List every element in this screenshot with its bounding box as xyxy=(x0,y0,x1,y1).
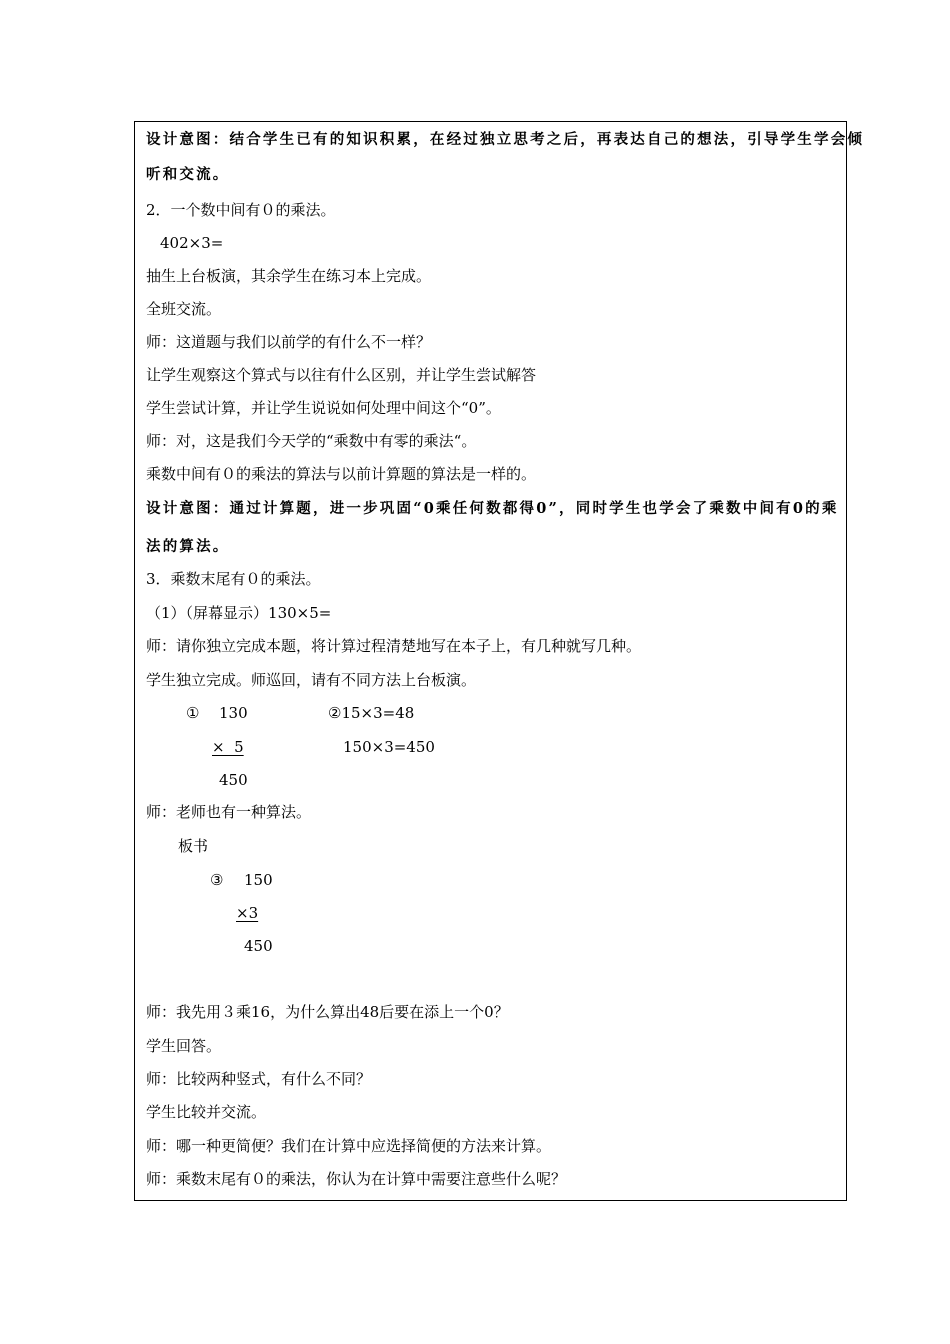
text-line: 师：我先用３乘16，为什么算出48后要在添上一个0？ xyxy=(146,1003,509,1021)
design-intent-line-1: 设计意图：结合学生已有的知识积累，在经过独立思考之后，再表达自己的想法，引导学生学会倾 xyxy=(146,131,865,148)
section-heading-3: 3．乘数末尾有０的乘法。 xyxy=(146,570,321,588)
method-2-line-2: 150×3=450 xyxy=(343,738,435,756)
method-1-multiplier: × 5 xyxy=(212,738,244,756)
method-2-line-1 xyxy=(328,703,414,723)
text-line: 学生回答。 xyxy=(146,1037,222,1055)
method-3-result: 450 xyxy=(244,937,273,955)
method-3-marker: ③ xyxy=(210,871,224,889)
text-line: 学生独立完成。师巡回，请有不同方法上台板演。 xyxy=(146,671,477,689)
method-2-marker: ② xyxy=(328,704,342,722)
equation-130x5: （1）（屏幕显示）130×5= xyxy=(146,604,332,622)
method-2-equation: 15×3=48 xyxy=(341,704,415,722)
text-line: 师：老师也有一种算法。 xyxy=(146,803,312,821)
method-3-multiplier: ×3 xyxy=(236,904,259,922)
method-1-result: 450 xyxy=(219,771,248,789)
method-1-marker: ① xyxy=(186,704,200,722)
method-3-multiplicand: 150 xyxy=(244,871,273,889)
text-line: 学生比较并交流。 xyxy=(146,1103,267,1121)
text-line: 师：哪一种更简便？我们在计算中应选择简便的方法来计算。 xyxy=(146,1137,552,1155)
text-line: 全班交流。 xyxy=(146,300,222,318)
text-line: 乘数中间有０的乘法的算法与以前计算题的算法是一样的。 xyxy=(146,465,537,483)
text-line: 师：比较两种竖式，有什么不同？ xyxy=(146,1070,372,1088)
equation-402x3: 402×3= xyxy=(160,234,224,252)
text-line: 师：乘数末尾有０的乘法，你认为在计算中需要注意些什么呢？ xyxy=(146,1170,567,1188)
method-1-multiplicand: 130 xyxy=(219,704,248,722)
text-line: 让学生观察这个算式与以往有什么区别，并让学生尝试解答 xyxy=(146,366,537,384)
design-intent-line-2: 听和交流。 xyxy=(146,166,230,183)
design-intent-line-1: 设计意图：通过计算题，进一步巩固“0乘任何数都得0”，同时学生也学会了乘数中间有0的乘 xyxy=(146,500,839,517)
section-heading-2: 2．一个数中间有０的乘法。 xyxy=(146,201,336,219)
text-line: 抽生上台板演，其余学生在练习本上完成。 xyxy=(146,267,432,285)
text-line: 师：对，这是我们今天学的“乘数中有零的乘法“。 xyxy=(146,432,477,450)
design-intent-line-2: 法的算法。 xyxy=(146,538,230,555)
text-line: 学生尝试计算，并让学生说说如何处理中间这个“0”。 xyxy=(146,399,501,417)
blackboard-label: 板书 xyxy=(178,837,209,855)
text-line: 师：这道题与我们以前学的有什么不一样？ xyxy=(146,333,432,351)
text-line: 师：请你独立完成本题，将计算过程清楚地写在本子上，有几种就写几种。 xyxy=(146,637,642,655)
